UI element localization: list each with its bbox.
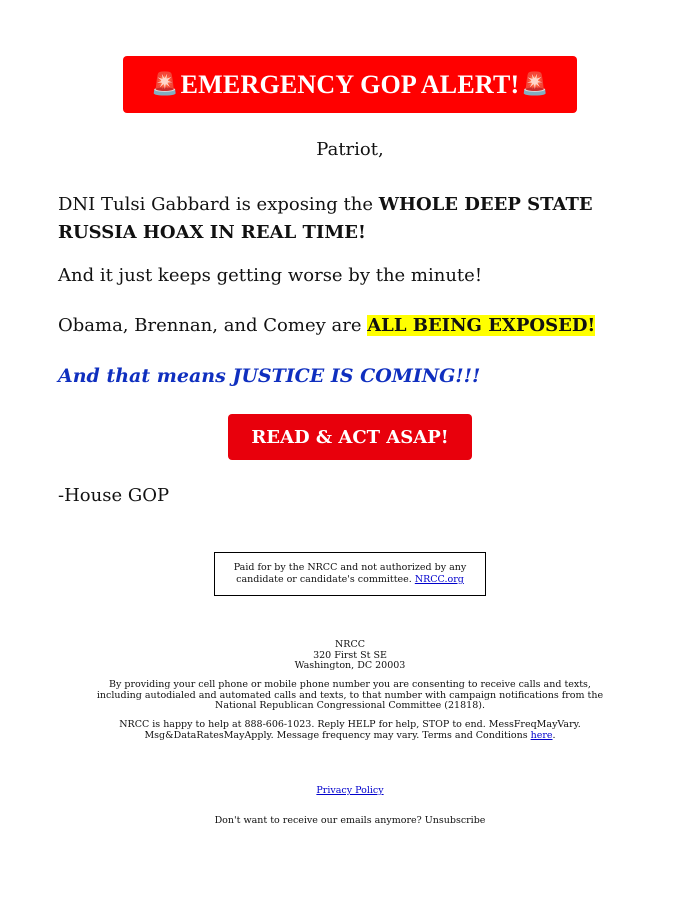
read-act-button[interactable]: READ & ACT ASAP!	[228, 414, 472, 460]
alert-banner	[123, 56, 577, 113]
paragraph-3-highlight: ALL BEING EXPOSED!	[367, 315, 596, 336]
help-text-body: NRCC is happy to help at 888-606-1023. Reply HELP for help, STOP to end. MessFreqMayVary. Msg&DataRatesMayApply. Message frequency may vary. Terms and Conditions	[119, 719, 581, 741]
terms-link[interactable]: here	[530, 729, 553, 741]
address-street: 320 First St SE	[313, 649, 387, 661]
signoff: -House GOP	[58, 485, 170, 506]
paragraph-3	[58, 312, 648, 340]
alert-title: EMERGENCY GOP ALERT!	[180, 69, 520, 99]
paragraph-1-bold: WHOLE DEEP STATE RUSSIA HOAX IN REAL TIME!	[58, 194, 593, 243]
greeting: Patriot,	[316, 139, 384, 160]
unsubscribe-line	[90, 816, 610, 827]
paragraph-1	[58, 191, 648, 247]
consent-text: By providing your cell phone or mobile phone number you are consenting to receive calls and texts, including autodialed and automated calls and texts, to that number with campaign notifications from the National Republican Congressional Committee (21818).	[96, 679, 604, 711]
paragraph-1-text: DNI Tulsi Gabbard is exposing the	[58, 194, 379, 215]
address-org: NRCC	[334, 639, 365, 650]
help-text-end: .	[552, 729, 556, 741]
paragraph-2: And it just keeps getting worse by the minute!	[58, 265, 483, 286]
address-block	[90, 640, 610, 672]
disclaimer-text: Paid for by the NRCC and not authorized by any candidate or candidate's committee.	[233, 562, 467, 585]
privacy-policy-link[interactable]: Privacy Policy	[316, 785, 384, 796]
paragraph-4: And that means JUSTICE IS COMING!!!	[58, 365, 481, 387]
paragraph-3-text: Obama, Brennan, and Comey are	[58, 315, 368, 336]
unsubscribe-link[interactable]: Unsubscribe	[424, 815, 486, 826]
siren-icon: 🚨	[151, 70, 179, 96]
paid-for-disclaimer	[214, 552, 486, 596]
unsubscribe-text: Don't want to receive our emails anymore?	[214, 815, 425, 826]
nrcc-link[interactable]: NRCC.org	[414, 574, 464, 585]
help-text	[90, 720, 610, 741]
privacy-policy	[90, 786, 610, 797]
siren-icon: 🚨	[521, 70, 549, 96]
address-city: Washington, DC 20003	[294, 660, 406, 671]
